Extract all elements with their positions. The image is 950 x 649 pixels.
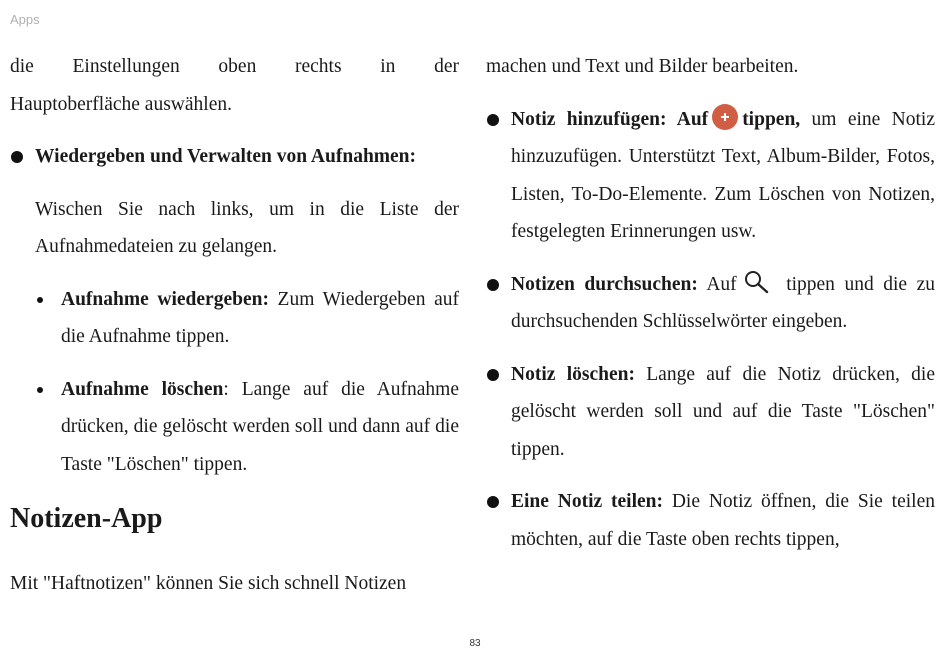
bullet-dot xyxy=(487,369,499,381)
search-notes-title: Notizen durchsuchen: xyxy=(511,273,698,295)
delete-note-text: Lange auf die Notiz drücken, die gelöscht werden soll und auf die Taste "Löschen" tippen. xyxy=(511,363,935,460)
add-circle-icon xyxy=(712,104,738,130)
recordings-bullet xyxy=(10,138,459,176)
delete-note-item xyxy=(486,356,935,469)
play-recording-item xyxy=(10,281,459,356)
sub-bullet-dot xyxy=(37,297,43,303)
delete-note-title: Notiz löschen: xyxy=(511,363,635,385)
bullet-dot xyxy=(487,279,499,291)
search-notes-text-before: Auf xyxy=(697,273,737,295)
play-recording-title: Aufnahme wiedergeben: xyxy=(61,288,269,310)
bullet-dot xyxy=(487,496,499,508)
intro-line-1: die Einstellungen oben rechts in der xyxy=(10,56,459,77)
share-note-text: Die Notiz öffnen, die Sie teilen möchten, auf die Taste oben rechts tippen, xyxy=(511,491,935,550)
left-column xyxy=(10,48,459,602)
section-title: Notizen-App xyxy=(10,503,163,534)
share-note-item xyxy=(486,483,935,558)
intro-line-2: Hauptoberfläche auswählen. xyxy=(10,93,232,115)
recordings-heading: Wiedergeben und Verwalten von Aufnahmen: xyxy=(35,146,417,167)
delete-recording-title: Aufnahme löschen xyxy=(61,378,224,400)
section-intro: Mit "Haftnotizen" können Sie sich schnell Notizen xyxy=(10,572,407,594)
search-notes-text-after: tippen und die zu durchsuchenden Schlüsselwörter eingeben. xyxy=(511,273,936,332)
play-recording-text: Zum Wiedergeben auf die Aufnahme tippen. xyxy=(61,288,459,347)
search-icon xyxy=(741,268,773,296)
delete-recording-item xyxy=(10,371,459,484)
sub-bullet-dot xyxy=(37,387,43,393)
recordings-text: Wischen Sie nach links, um in die Liste der Aufnahmedateien zu gelangen. xyxy=(35,198,459,257)
add-note-text: um eine Notiz hinzuzufügen. Unterstützt Text, Album-Bilder, Fotos, Listen, To-Do-Elemente. Zum Löschen von Notizen, festgelegten Erinnerungen usw. xyxy=(511,108,936,242)
add-note-tap: tippen, xyxy=(742,108,801,130)
page-number: 83 xyxy=(469,638,481,649)
delete-recording-text: : Lange auf die Aufnahme drücken, die gelöscht werden soll und dann auf die Taste "Löschen" tippen. xyxy=(61,378,459,475)
share-note-title: Eine Notiz teilen: xyxy=(511,491,663,512)
add-note-title: Notiz hinzufügen: Auf xyxy=(511,108,709,130)
continuation-text: machen und Text und Bilder bearbeiten. xyxy=(486,56,799,77)
search-notes-item xyxy=(486,266,935,341)
bullet-dot xyxy=(487,114,499,126)
bullet-dot xyxy=(11,151,23,163)
add-note-item xyxy=(486,101,935,251)
running-header: Apps xyxy=(10,12,40,27)
right-column xyxy=(486,48,935,558)
